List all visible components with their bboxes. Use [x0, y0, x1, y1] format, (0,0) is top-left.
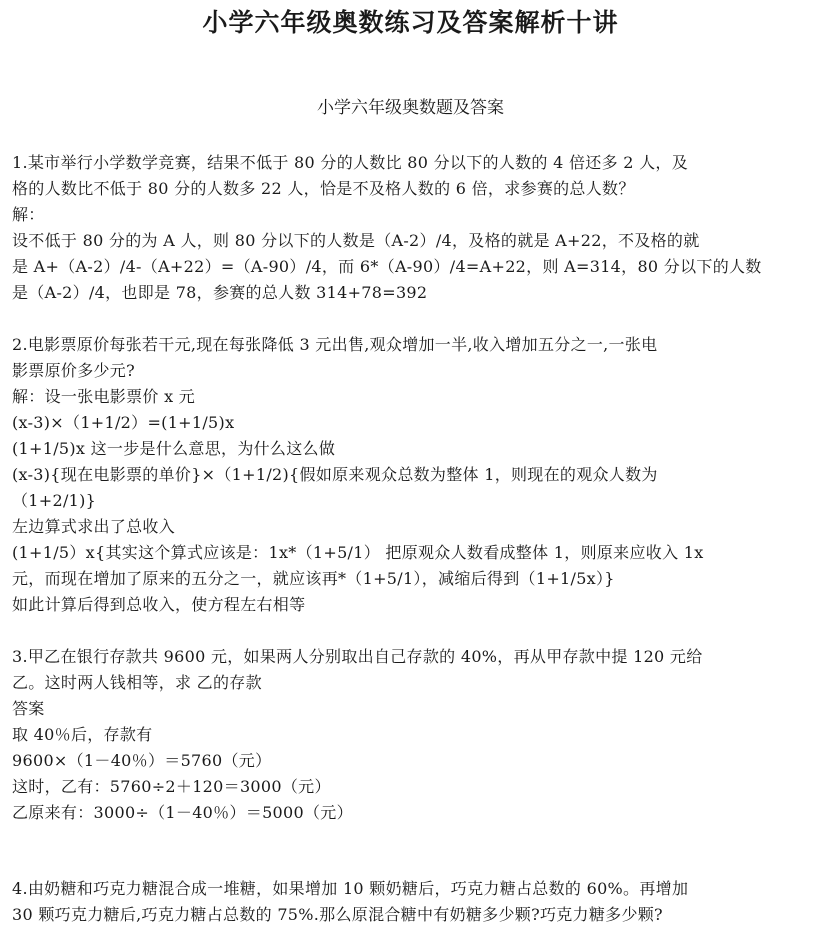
text-line: 乙原来有：3000÷（1－40％）＝5000（元）: [12, 803, 353, 822]
text-line: (1+1/5)x 这一步是什么意思，为什么这么做: [12, 439, 336, 458]
text-line: 设不低于 80 分的为 A 人，则 80 分以下的人数是（A-2）/4，及格的就是 A+22，不及格的就: [12, 231, 700, 250]
text-line: 答案: [12, 699, 45, 718]
text-line: （1+2/1)}: [12, 491, 97, 510]
text-line: 2.电影票原价每张若干元,现在每张降低 3 元出售,观众增加一半,收入增加五分之一,一张电: [12, 335, 658, 354]
text-line: 左边算式求出了总收入: [12, 517, 176, 536]
text-line: 是 A+（A-2）/4-（A+22）=（A-90）/4，而 6*（A-90）/4=A+22，则 A=314，80 分以下的人数: [12, 257, 762, 276]
text-line: 元，而现在增加了原来的五分之一，就应该再*（1+5/1），减缩后得到（1+1/5x）}: [12, 569, 615, 588]
text-line: (1+1/5）x{其实这个算式应该是：1x*（1+5/1） 把原观众人数看成整体 1，则原来应收入 1x: [12, 543, 704, 562]
text-line: 解：设一张电影票价 x 元: [12, 387, 196, 406]
text-line: 乙。这时两人钱相等，求 乙的存款: [12, 673, 262, 692]
text-line: 取 40％后，存款有: [12, 725, 153, 744]
text-line: 30 颗巧克力糖后,巧克力糖占总数的 75%.那么原混合糖中有奶糖多少颗?巧克力糖多少颗?: [12, 905, 663, 924]
document-title: 小学六年级奥数练习及答案解析十讲: [202, 8, 619, 37]
text-line: 格的人数比不低于 80 分的人数多 22 人，恰是不及格人数的 6 倍，求参赛的总人数？: [12, 179, 635, 198]
text-line: 4.由奶糖和巧克力糖混合成一堆糖，如果增加 10 颗奶糖后，巧克力糖占总数的 60%。再增加: [12, 879, 689, 898]
text-line: 9600×（1－40％）＝5760（元）: [12, 751, 272, 770]
text-line: 解：: [12, 205, 45, 224]
text-line: 影票原价多少元?: [12, 361, 135, 380]
section-subtitle: 小学六年级奥数题及答案: [317, 98, 504, 118]
text-line: 1.某市举行小学数学竞赛，结果不低于 80 分的人数比 80 分以下的人数的 4 倍还多 2 人，及: [12, 153, 689, 172]
text-line: 如此计算后得到总收入，使方程左右相等: [12, 595, 306, 614]
text-line: 3.甲乙在银行存款共 9600 元，如果两人分别取出自己存款的 40%，再从甲存款中提 120 元给: [12, 647, 703, 666]
text-line: (x-3)×（1+1/2）=(1+1/5)x: [12, 413, 235, 432]
text-line: 是（A-2）/4，也即是 78，参赛的总人数 314+78=392: [12, 283, 428, 302]
text-line: (x-3){现在电影票的单价}×（1+1/2){假如原来观众总数为整体 1，则现在的观众人数为: [12, 465, 658, 484]
text-line: 这时，乙有：5760÷2＋120＝3000（元）: [12, 777, 331, 796]
